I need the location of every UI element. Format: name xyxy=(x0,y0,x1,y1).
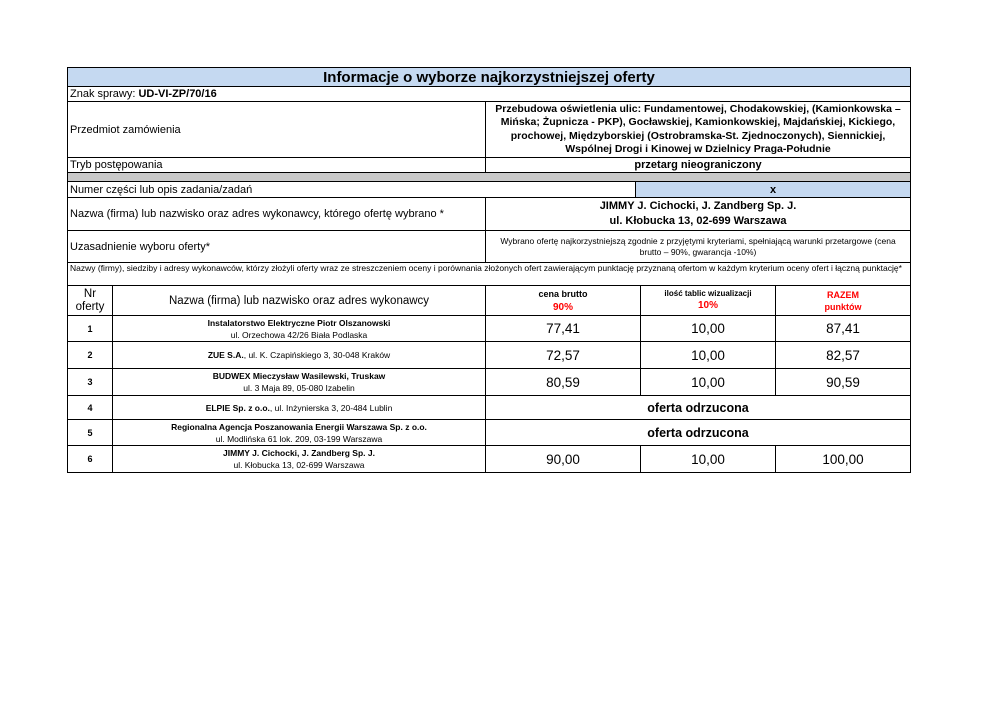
page-title: Informacje o wyborze najkorzystniejszej oferty xyxy=(67,67,911,87)
price-score: 72,57 xyxy=(486,342,641,369)
table-row xyxy=(67,316,911,342)
bidder-name: ZUE S.A. xyxy=(207,350,244,360)
bidder-name: JIMMY J. Cichocki, J. Zandberg Sp. J. xyxy=(223,448,375,458)
case-label: Znak sprawy: xyxy=(70,88,139,100)
price-score: 90,00 xyxy=(486,446,641,473)
bidder-name: Regionalna Agencja Poszanowania Energii Warszawa Sp. z o.o. xyxy=(171,421,427,432)
price-score: 77,41 xyxy=(486,316,641,342)
case-row xyxy=(67,87,911,102)
price-score: 80,59 xyxy=(486,369,641,396)
bidder-name: BUDWEX Mieczysław Wasilewski, Truskaw xyxy=(212,371,386,381)
table-row xyxy=(67,342,911,369)
offer-number: 2 xyxy=(67,342,113,369)
table-row xyxy=(67,396,911,420)
winner-address: ul. Kłobucka 13, 02-699 Warszawa xyxy=(609,215,787,227)
boards-score: 10,00 xyxy=(641,446,776,473)
col-boards-header xyxy=(641,286,776,316)
offer-number: 6 xyxy=(67,446,113,473)
bidder-name: ELPIE Sp. z o.o. xyxy=(205,402,270,413)
justification-row xyxy=(67,231,911,263)
bidder-address: ul. Kłobucka 13, 02-699 Warszawa xyxy=(233,460,365,470)
bidder-name-address xyxy=(113,420,486,446)
winner-row xyxy=(67,198,911,231)
separator xyxy=(67,173,911,181)
col-price-label: cena brutto xyxy=(538,288,588,299)
total-score: 87,41 xyxy=(776,316,911,342)
rejected-label: oferta odrzucona xyxy=(486,420,911,446)
col-total-header xyxy=(776,286,911,316)
bidders-intro-row xyxy=(67,263,911,286)
col-total-label: RAZEM xyxy=(827,289,859,300)
subject-value: Przebudowa oświetlenia ulic: Fundamentowej, Chodakowskiej, (Kamionkowska – Mińska; Żupnicza - PKP), Gocławskiej, Kamionkowskiej, Majdańskiej, Kickiego, prochowej, Międzyborskiej (Ostrobramska-St. Zjednoczonych), Siennickiej, Wspólnej Drogi i Kinowej w Dzielnicy Praga-Południe xyxy=(486,102,911,158)
table-row xyxy=(67,446,911,473)
bidder-address: ul. 3 Maja 89, 05-080 Izabelin xyxy=(243,383,355,393)
bidder-name-address xyxy=(113,342,486,369)
table-header xyxy=(67,286,911,316)
boards-score: 10,00 xyxy=(641,316,776,342)
bidder-address: , ul. Inżynierska 3, 20-484 Lublin xyxy=(269,402,393,413)
boards-score: 10,00 xyxy=(641,369,776,396)
subject-label: Przedmiot zamówienia xyxy=(67,102,486,158)
case-number: UD-VI-ZP/70/16 xyxy=(138,88,217,100)
offer-selection-sheet xyxy=(67,67,911,473)
justification-value: Wybrano ofertę najkorzystniejszą zgodnie z przyjętymi kryteriami, spełniającą warunki przetargowe (cena brutto – 90%, gwarancja -10%) xyxy=(486,231,911,263)
offer-number: 3 xyxy=(67,369,113,396)
mode-value: przetarg nieograniczony xyxy=(486,158,911,173)
mode-label: Tryb postępowania xyxy=(67,158,486,173)
bidder-address: , ul. K. Czapińskiego 3, 30-048 Kraków xyxy=(243,350,391,360)
col-nr-header: Nr oferty xyxy=(67,286,113,316)
col-price-header xyxy=(486,286,641,316)
winner-label: Nazwa (firma) lub nazwisko oraz adres wykonawcy, którego ofertę wybrano * xyxy=(67,198,486,231)
part-row xyxy=(67,181,911,198)
total-score: 90,59 xyxy=(776,369,911,396)
offer-number: 5 xyxy=(67,420,113,446)
bidder-name-address xyxy=(113,369,486,396)
subject-row xyxy=(67,102,911,158)
bidder-name-address xyxy=(113,446,486,473)
part-value: x xyxy=(636,182,911,198)
bidders-table-body xyxy=(67,316,911,473)
part-label: Numer części lub opis zadania/zadań xyxy=(67,182,636,198)
col-total-unit: punktów xyxy=(824,301,862,312)
total-score: 100,00 xyxy=(776,446,911,473)
winner-name: JIMMY J. Cichocki, J. Zandberg Sp. J. xyxy=(599,200,797,212)
rejected-label: oferta odrzucona xyxy=(486,396,911,420)
bidders-intro: Nazwy (firmy), siedziby i adresy wykonawców, którzy złożyli oferty wraz ze streszczeniem oceny i porównania złożonych ofert zawierającym punktację przyznaną ofertom w każdym kryterium oceny ofert i łączną punktację* xyxy=(67,263,911,286)
boards-score: 10,00 xyxy=(641,342,776,369)
bidder-address: ul. Modlińska 61 lok. 209, 03-199 Warszawa xyxy=(215,433,383,444)
mode-row xyxy=(67,158,911,173)
col-price-weight: 90% xyxy=(552,301,573,313)
total-score: 82,57 xyxy=(776,342,911,369)
justification-label: Uzasadnienie wyboru oferty* xyxy=(67,231,486,263)
bidder-name: Instalatorstwo Elektryczne Piotr Olszanowski xyxy=(207,317,391,328)
col-boards-weight: 10% xyxy=(697,300,718,311)
bidder-name-address xyxy=(113,396,486,420)
offer-number: 1 xyxy=(67,316,113,342)
bidder-name-address xyxy=(113,316,486,342)
table-row xyxy=(67,369,911,396)
offer-number: 4 xyxy=(67,396,113,420)
table-row xyxy=(67,420,911,446)
col-name-header: Nazwa (firma) lub nazwisko oraz adres wykonawcy xyxy=(113,286,486,316)
bidder-address: ul. Orzechowa 42/26 Biała Podlaska xyxy=(230,329,368,340)
col-boards-label: ilość tablic wizualizacji xyxy=(664,289,752,298)
